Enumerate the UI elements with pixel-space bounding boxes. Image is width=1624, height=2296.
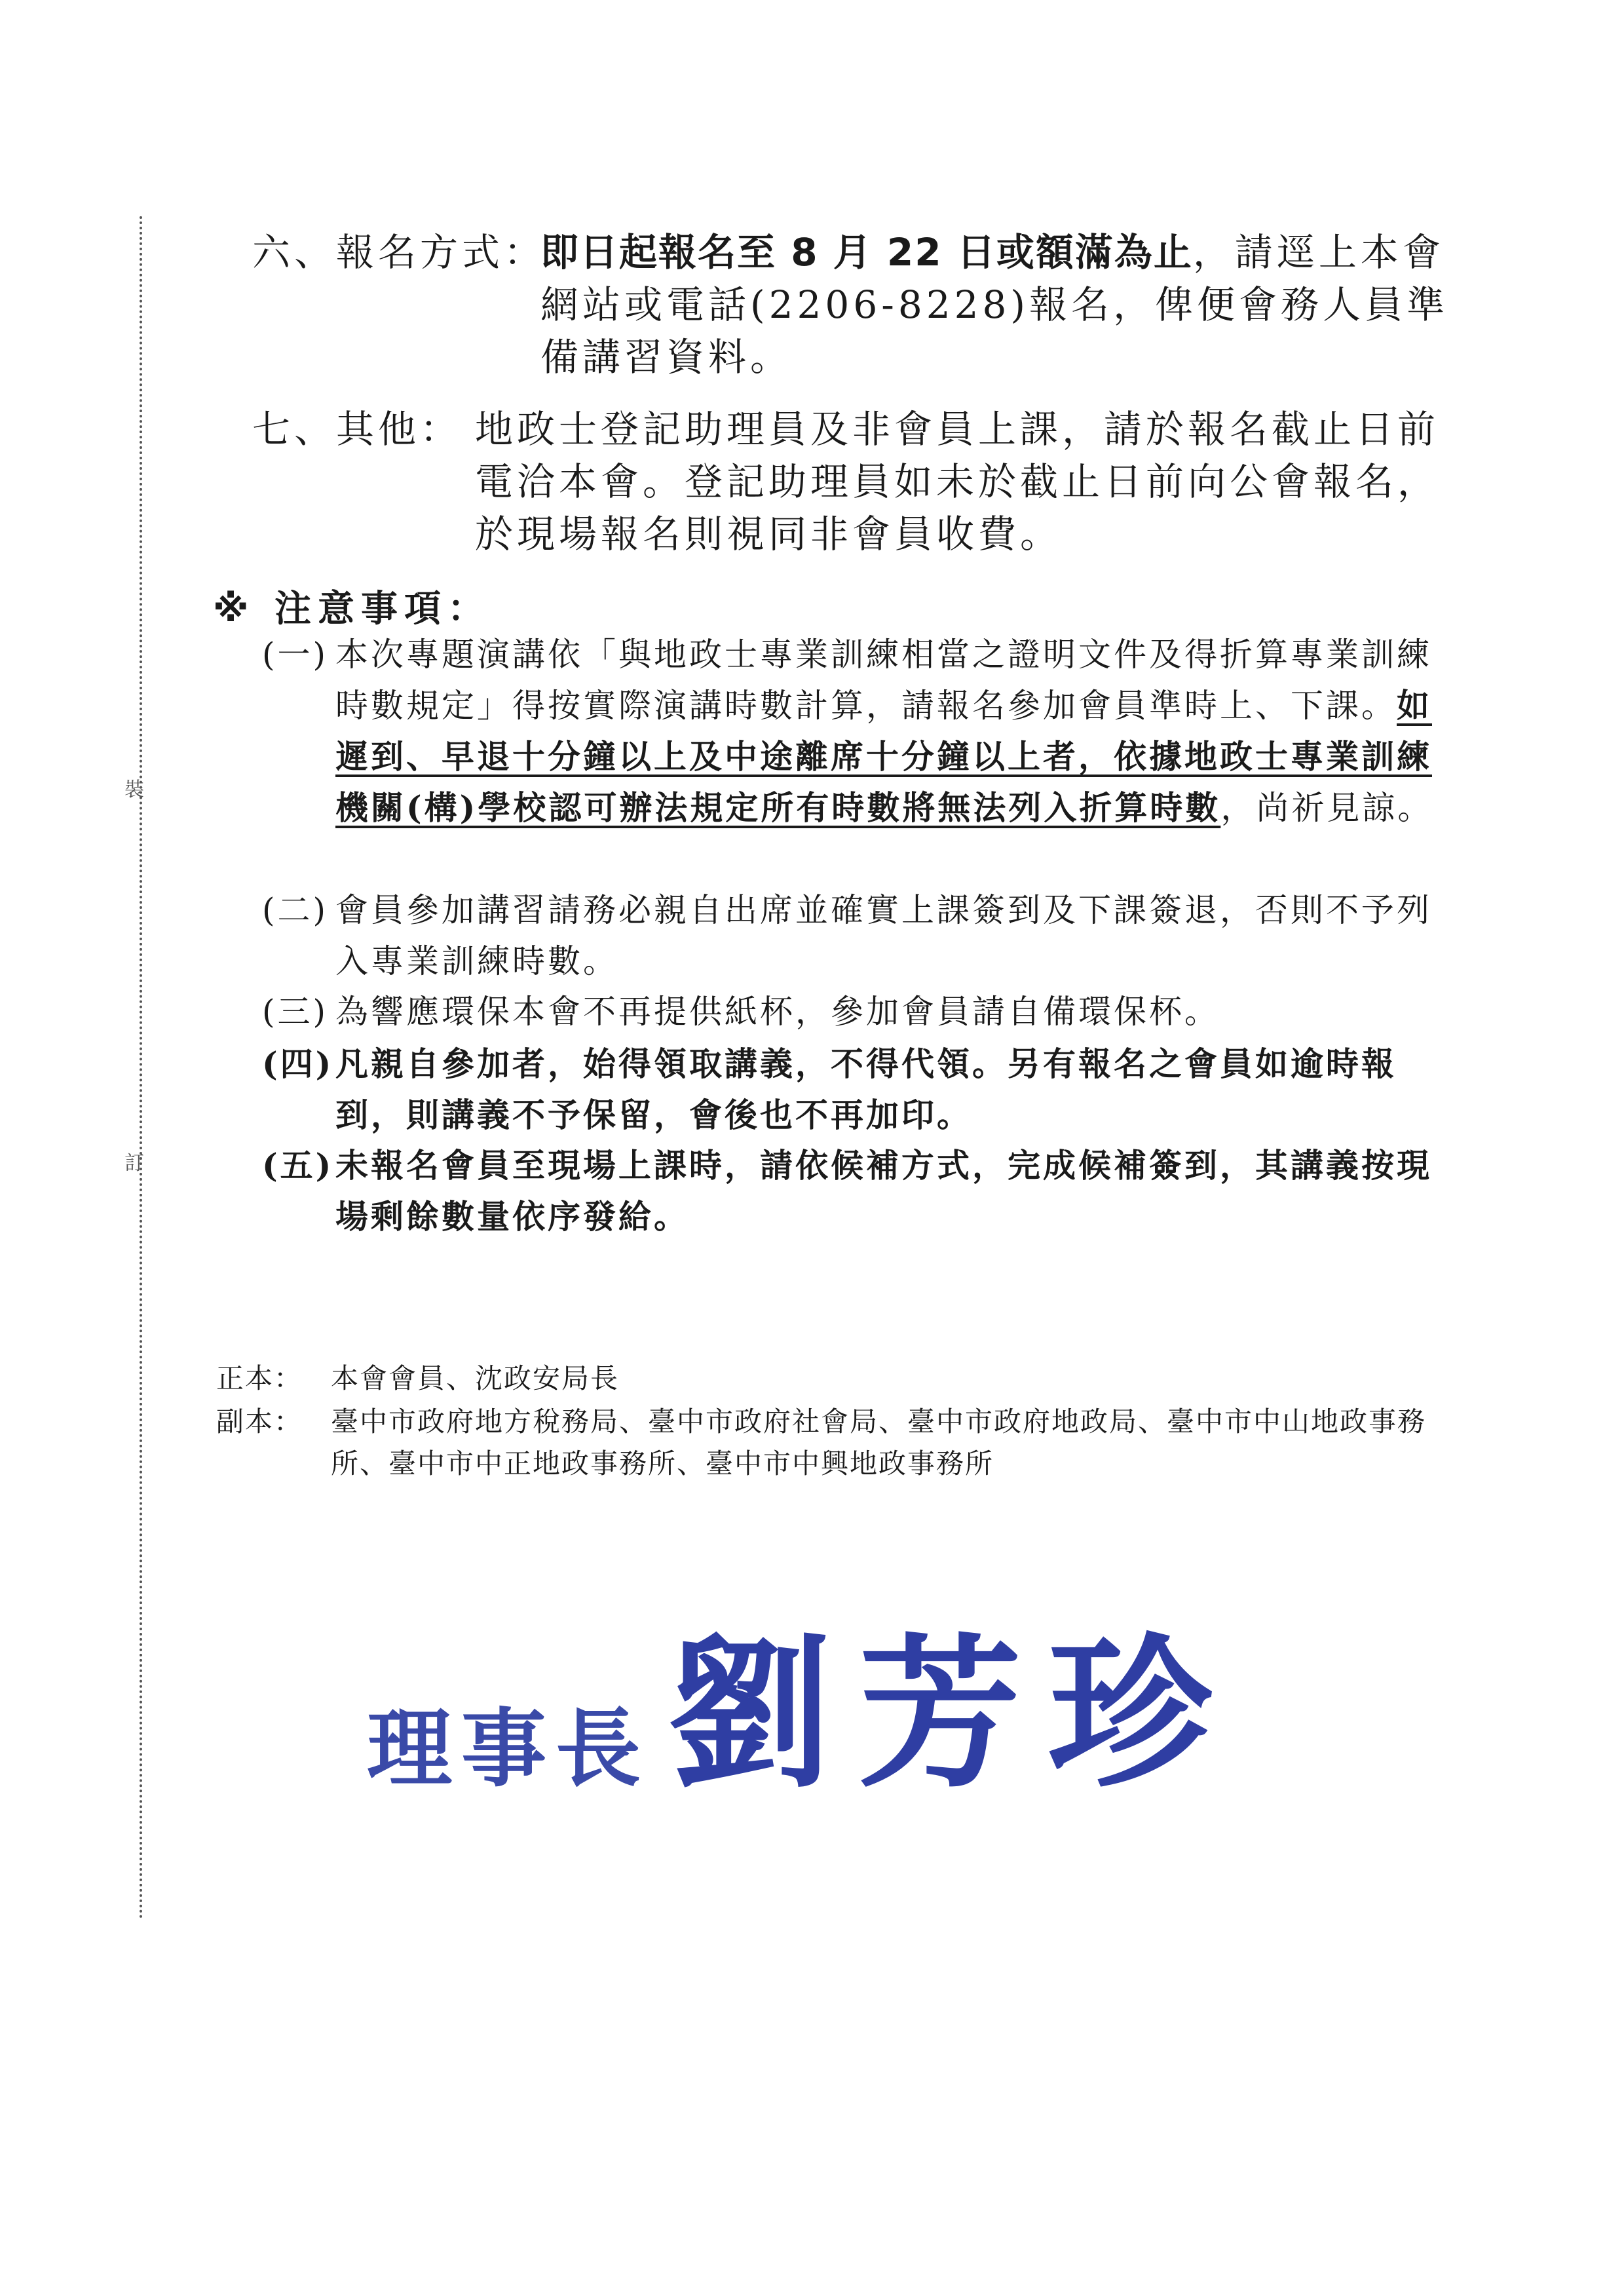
recipients-copy	[216, 1401, 1461, 1485]
item-registration	[252, 226, 1464, 383]
item-label: 六、報名方式：	[252, 230, 546, 275]
item-text: 地政士登記助理員及非會員上課，請於報名截止日前電洽本會。登記助理員如未於截止日前向公會報名，於現場報名則視同非會員收費。	[475, 407, 1440, 556]
binding-mark: 裝	[124, 778, 144, 801]
item-label: 七、其他：	[252, 407, 463, 451]
note-item	[262, 885, 1461, 987]
note-text-part: 本次專題演講依「與地政士專業訓練相當之證明文件及得折算專業訓練時數規定」得按實際演講時數計算，請報名參加會員準時上、下課。	[335, 636, 1432, 725]
stamp-title: 理事長	[367, 1698, 651, 1799]
note-text-part: ，尚祈見諒。	[1220, 789, 1433, 827]
note-text: 未報名會員至現場上課時，請依候補方式，完成候補簽到，其講義按現場剩餘數量依序發給。	[335, 1146, 1432, 1236]
notice-title: ※ 注意事項：	[213, 588, 491, 630]
note-item	[262, 986, 1461, 1037]
recipients-copy-label: 副本：	[216, 1406, 303, 1438]
stamp-name: 劉芳珍	[668, 1617, 1238, 1810]
recipients-main-text: 本會會員、沈政安局長	[331, 1362, 620, 1394]
note-emphasis: 如遲到、早退十分鐘以上及中途離席十分鐘以上者，依據地政士專業訓練機關(構)學校認可辦法規定所有時數將無法列入折算時數	[335, 686, 1432, 827]
note-number: (五)	[262, 1146, 334, 1185]
note-number: (三)	[262, 993, 329, 1031]
note-number: (二)	[262, 891, 329, 929]
recipients-main-label: 正本：	[216, 1362, 303, 1394]
note-item	[262, 629, 1461, 833]
registration-deadline: 即日起報名至 8 月 22 日或額滿為止	[540, 230, 1193, 275]
item-text: ，請逕上本會網站或電話(2206-8228)報名，俾便會務人員準備講習資料。	[540, 230, 1449, 379]
note-text: 凡親自參加者，始得領取講義，不得代領。另有報名之會員如逾時報到，則講義不予保留，會後也不再加印。	[335, 1044, 1397, 1134]
binding-line	[140, 216, 142, 1920]
note-item	[262, 1140, 1461, 1242]
note-text: 為響應環保本會不再提供紙杯，參加會員請自備環保杯。	[335, 993, 1220, 1031]
chairperson-stamp	[367, 1618, 1310, 1808]
note-text	[262, 629, 1461, 833]
recipients-copy-text: 臺中市政府地方稅務局、臺中市政府社會局、臺中市政府地政局、臺中市中山地政事務所、臺中市中正地政事務所、臺中市中興地政事務所	[331, 1406, 1427, 1480]
recipients-main	[216, 1358, 1461, 1400]
note-number: (四)	[262, 1044, 334, 1083]
note-text: 會員參加講習請務必親自出席並確實上課簽到及下課簽退，否則不予列入專業訓練時數。	[335, 891, 1432, 980]
note-item	[262, 1039, 1461, 1141]
note-number: (一)	[262, 636, 329, 674]
item-other	[252, 403, 1464, 560]
binding-mark: 訂	[124, 1152, 144, 1175]
